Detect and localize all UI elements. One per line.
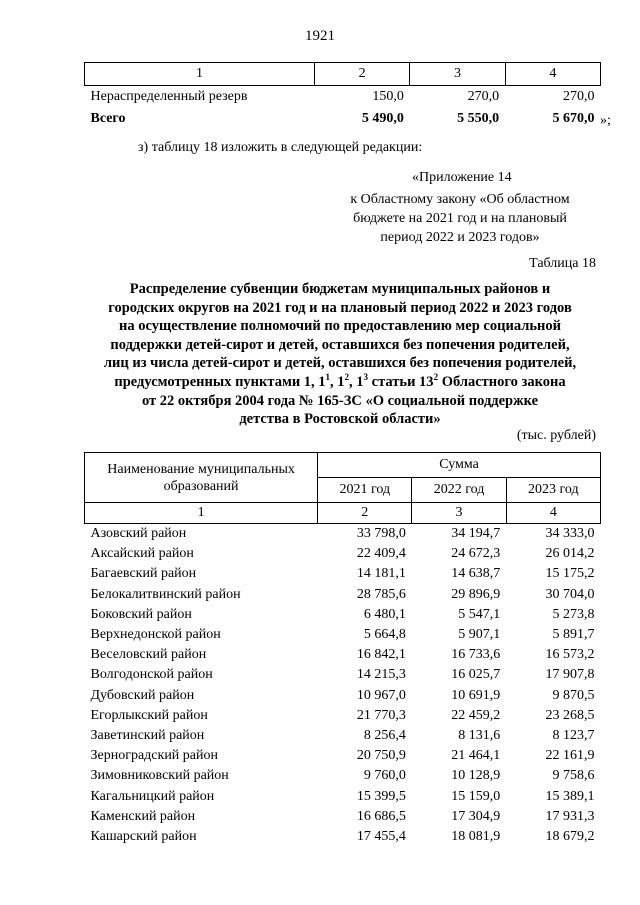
value-2023: 15 389,1	[545, 788, 595, 804]
value-2022: 18 081,9	[451, 828, 501, 844]
superscript: 2	[344, 372, 350, 383]
table-title	[80, 280, 600, 429]
title-line: лиц из числа детей-сирот и детей, оставшихся без попечения родителей,	[103, 355, 577, 372]
title-line: поддержки детей-сирот и детей, оставшихся без попечения родителей,	[110, 336, 570, 353]
table-row	[85, 807, 601, 827]
value-2023: 34 333,0	[545, 526, 595, 542]
value-2023: 30 704,0	[545, 586, 595, 602]
value-2022: 10 691,9	[451, 687, 501, 703]
table-row	[85, 706, 601, 726]
value-2021: 150,0	[372, 89, 404, 104]
row-name: Нераспределенный резерв	[90, 89, 248, 104]
page-number: 1921	[305, 28, 335, 44]
table-row	[85, 766, 601, 786]
value-2023: 5 670,0	[552, 111, 595, 126]
district-name: Верхнедонской район	[90, 627, 221, 643]
value-2021: 16 842,1	[356, 647, 406, 663]
value-2021: 20 750,9	[356, 748, 406, 764]
superscript: 1	[325, 372, 331, 383]
column-number-row	[85, 503, 601, 524]
header-row	[85, 453, 601, 478]
table-label: Таблица 18	[529, 256, 596, 271]
superscript: 2	[433, 372, 439, 383]
title-text: , 1	[349, 373, 364, 390]
value-2023: 17 931,3	[545, 808, 595, 824]
law-reference-line: период 2022 и 2023 годов»	[380, 230, 540, 245]
district-name: Багаевский район	[90, 566, 197, 582]
district-name: Заветинский район	[90, 727, 205, 743]
value-2022: 17 304,9	[451, 808, 501, 824]
district-name: Белокалитвинский район	[90, 586, 241, 602]
appendix-label: «Приложение 14	[412, 170, 512, 185]
year-2021-header: 2021 год	[318, 478, 412, 503]
col-number-1: 1	[85, 63, 315, 86]
value-2022: 14 638,7	[451, 566, 501, 582]
row-name: Всего	[90, 111, 126, 126]
value-2023: 23 268,5	[545, 707, 595, 723]
closing-quote: »;	[600, 113, 611, 128]
value-2022: 29 896,9	[451, 586, 501, 602]
table-row	[85, 786, 601, 806]
column-number-row	[85, 63, 601, 86]
table-row	[85, 86, 601, 109]
table-row	[85, 686, 601, 706]
value-2023: 5 891,7	[552, 627, 595, 643]
table-row	[85, 645, 601, 665]
law-reference	[330, 190, 590, 247]
value-2021: 33 798,0	[356, 526, 406, 542]
district-name: Кагальницкий район	[90, 788, 215, 804]
value-2022: 16 025,7	[451, 667, 501, 683]
title-text: Областного закона	[438, 373, 566, 390]
table-body	[85, 524, 601, 848]
value-2023: 5 273,8	[552, 606, 595, 622]
table-row	[85, 625, 601, 645]
value-2021: 28 785,6	[356, 586, 406, 602]
year-2022-header: 2022 год	[412, 478, 506, 503]
table-row	[85, 544, 601, 564]
value-2022: 8 131,6	[458, 727, 501, 743]
value-2021: 17 455,4	[356, 828, 406, 844]
district-name: Зерноградский район	[90, 748, 218, 764]
name-column-header	[85, 453, 318, 503]
value-2021: 14 181,1	[356, 566, 406, 582]
value-2022: 10 128,9	[451, 768, 501, 784]
subvention-table	[84, 452, 601, 847]
district-name: Азовский район	[90, 526, 187, 542]
table-row	[85, 746, 601, 766]
col-number-2: 2	[318, 503, 412, 524]
value-2022: 22 459,2	[451, 707, 501, 723]
sum-header: Сумма	[318, 453, 601, 478]
value-2023: 8 123,7	[552, 727, 595, 743]
col-number-2: 2	[315, 63, 410, 86]
value-2022: 270,0	[467, 89, 500, 104]
value-2021: 6 480,1	[363, 606, 406, 622]
value-2022: 34 194,7	[451, 526, 501, 542]
law-reference-line: к Областному закону «Об областном	[350, 192, 570, 207]
table-row	[85, 564, 601, 584]
district-name: Егорлыкский район	[90, 707, 208, 723]
district-name: Боковский район	[90, 606, 192, 622]
value-2023: 17 907,8	[545, 667, 595, 683]
value-2021: 8 256,4	[363, 727, 406, 743]
district-name: Каменский район	[90, 808, 196, 824]
table-row	[85, 524, 601, 545]
header-line: образований	[163, 478, 239, 494]
value-2022: 5 547,1	[458, 606, 501, 622]
title-line: детства в Ростовской области»	[239, 411, 441, 428]
value-2022: 24 672,3	[451, 546, 501, 562]
value-2021: 14 215,3	[356, 667, 406, 683]
table-row	[85, 605, 601, 625]
district-name: Зимовниковский район	[90, 768, 229, 784]
col-number-4: 4	[506, 503, 600, 524]
value-2021: 5 490,0	[361, 111, 404, 126]
col-number-1: 1	[85, 503, 318, 524]
table-row	[85, 585, 601, 605]
units-label: (тыс. рублей)	[516, 428, 596, 443]
title-line: на осуществление полномочий по предоставлению мер социальной	[119, 318, 561, 335]
value-2022: 5 550,0	[457, 111, 500, 126]
district-name: Веселовский район	[90, 647, 207, 663]
title-line: от 22 октября 2004 года № 165-ЗС «О социальной поддержке	[141, 392, 539, 409]
table-row	[85, 726, 601, 746]
col-number-3: 3	[410, 63, 505, 86]
value-2023: 26 014,2	[545, 546, 595, 562]
district-name: Дубовский район	[90, 687, 195, 703]
title-text: предусмотренных пунктами 1, 1	[114, 373, 326, 390]
value-2022: 5 907,1	[458, 627, 501, 643]
value-2023: 9 870,5	[552, 687, 595, 703]
table-row	[85, 665, 601, 685]
law-reference-line: бюджете на 2021 год и на плановый	[353, 211, 567, 226]
title-line	[80, 373, 600, 392]
value-2021: 15 399,5	[356, 788, 406, 804]
previous-table-end	[84, 62, 601, 130]
value-2023: 22 161,9	[545, 748, 595, 764]
value-2021: 10 967,0	[356, 687, 406, 703]
value-2021: 22 409,4	[356, 546, 406, 562]
instruction-text: з) таблицу 18 изложить в следующей редакции:	[138, 140, 423, 155]
superscript: 3	[363, 372, 369, 383]
value-2023: 270,0	[563, 89, 595, 104]
year-2023-header: 2023 год	[506, 478, 600, 503]
title-line: городских округов на 2021 год и на плановый период 2022 и 2023 годов	[108, 299, 572, 316]
value-2023: 16 573,2	[545, 647, 595, 663]
district-name: Аксайский район	[90, 546, 194, 562]
value-2023: 15 175,2	[545, 566, 595, 582]
value-2021: 9 760,0	[363, 768, 406, 784]
value-2021: 16 686,5	[356, 808, 406, 824]
value-2023: 18 679,2	[545, 828, 595, 844]
value-2022: 21 464,1	[451, 748, 501, 764]
title-text: статьи 13	[368, 373, 434, 390]
value-2022: 15 159,0	[451, 788, 501, 804]
value-2021: 5 664,8	[363, 627, 406, 643]
table-row	[85, 827, 601, 847]
value-2023: 9 758,6	[552, 768, 595, 784]
value-2021: 21 770,3	[356, 707, 406, 723]
value-2022: 16 733,6	[451, 647, 501, 663]
total-row	[85, 108, 601, 130]
title-text: , 1	[330, 373, 345, 390]
col-number-4: 4	[505, 63, 600, 86]
header-line: Наименование муниципальных	[107, 461, 295, 477]
title-line: Распределение субвенции бюджетам муниципальных районов и	[129, 281, 551, 297]
district-name: Кашарский район	[90, 828, 197, 844]
col-number-3: 3	[412, 503, 506, 524]
district-name: Волгодонской район	[90, 667, 213, 683]
